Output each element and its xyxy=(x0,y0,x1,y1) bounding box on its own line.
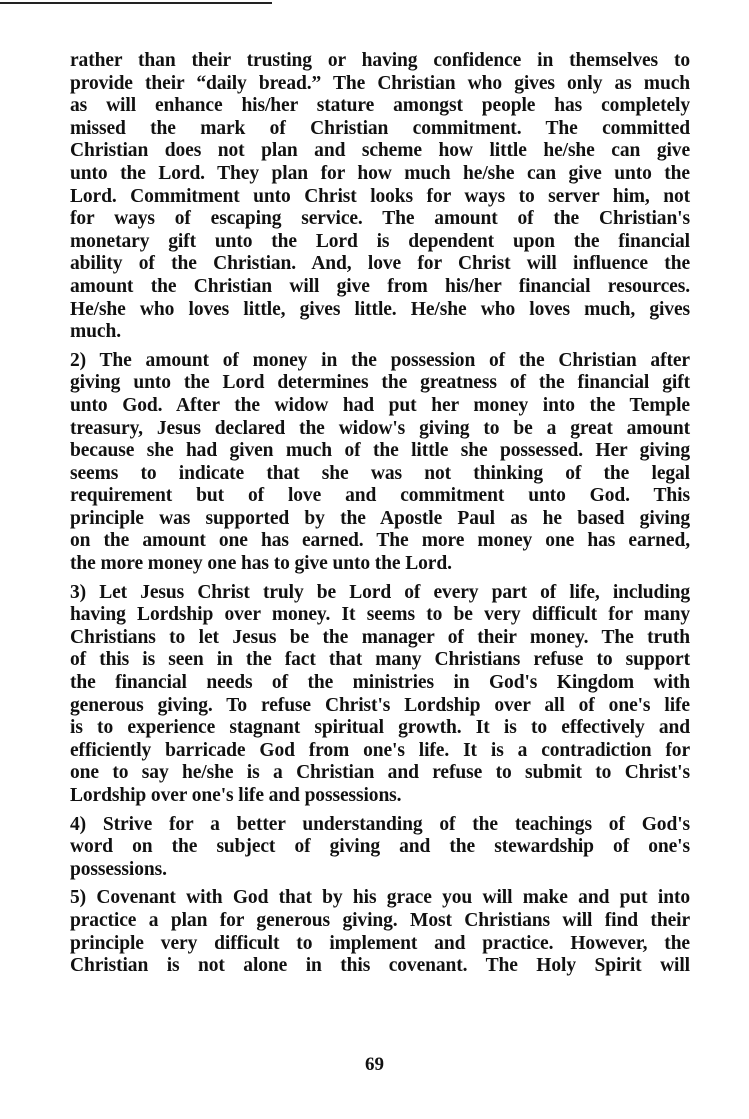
text-line: principle was supported by the Apostle Paul as he based giving xyxy=(70,507,690,529)
paragraph xyxy=(70,582,690,808)
text-line: unto the Lord. They plan for how much he/she can give unto the xyxy=(70,162,690,184)
text-line: amount the Christian will give from his/her financial resources. xyxy=(70,275,690,297)
text-line: Lordship over one's life and possessions. xyxy=(70,785,402,806)
paragraph xyxy=(70,814,690,882)
text-line: He/she who loves little, gives little. He/she who loves much, gives xyxy=(70,298,690,320)
text-line: one to say he/she is a Christian and refuse to submit to Christ's xyxy=(70,762,690,784)
text-line: missed the mark of Christian commitment. The committed xyxy=(70,117,690,139)
text-line: the more money one has to give unto the Lord. xyxy=(70,553,452,575)
text-line: requirement but of love and commitment unto God. This xyxy=(70,485,690,507)
text-line: 4) Strive for a better understanding of the teachings of God's xyxy=(70,813,690,835)
text-line: monetary gift unto the Lord is dependent upon the financial xyxy=(70,230,690,252)
text-line: 3) Let Jesus Christ truly be Lord of every part of life, including xyxy=(70,581,690,603)
text-line: Christian does not plan and scheme how little he/she can give xyxy=(70,140,690,162)
text-line: possessions. xyxy=(70,858,167,880)
text-line: unto God. After the widow had put her money into the Temple xyxy=(70,394,690,416)
text-line: 5) Covenant with God that by his grace you will make and put into xyxy=(70,887,690,909)
text-line: as will enhance his/her stature amongst people has completely xyxy=(70,95,690,117)
text-line: much. xyxy=(70,321,121,343)
text-line: efficiently barricade God from one's life. It is a contradiction for xyxy=(70,739,690,761)
text-line: of this is seen in the fact that many Christians refuse to support xyxy=(70,649,690,671)
text-line: 2) The amount of money in the possession of the Christian after xyxy=(70,349,690,371)
text-line: seems to indicate that she was not thinking of the legal xyxy=(70,462,690,484)
text-line: the financial needs of the ministries in God's Kingdom with xyxy=(70,672,690,694)
text-line: giving unto the Lord determines the greatness of the financial gift xyxy=(70,372,690,394)
paragraph xyxy=(70,350,690,576)
text-line: treasury, Jesus declared the widow's giving to be a great amount xyxy=(70,417,690,439)
text-line: principle very difficult to implement and practice. However, the xyxy=(70,932,690,954)
text-line: Lord. Commitment unto Christ looks for ways to server him, not xyxy=(70,185,690,207)
paragraph xyxy=(70,50,690,344)
top-rule xyxy=(0,2,272,4)
text-line: practice a plan for generous giving. Most Christians will find their xyxy=(70,909,690,931)
text-line: Christians to let Jesus be the manager of their money. The truth xyxy=(70,626,690,648)
page-number: 69 xyxy=(365,1054,384,1075)
paragraph xyxy=(70,887,690,977)
text-line: because she had given much of the little she possessed. Her giving xyxy=(70,440,690,462)
text-line: provide their “daily bread.” The Christian who gives only as much xyxy=(70,72,690,94)
text-line: rather than their trusting or having confidence in themselves to xyxy=(70,50,690,71)
text-line: for ways of escaping service. The amount of the Christian's xyxy=(70,208,690,230)
text-line: generous giving. To refuse Christ's Lordship over all of one's life xyxy=(70,694,690,716)
text-line: ability of the Christian. And, love for Christ will influence the xyxy=(70,253,690,275)
body-text xyxy=(70,50,690,984)
text-line: on the amount one has earned. The more money one has earned, xyxy=(70,530,690,552)
text-line: having Lordship over money. It seems to be very difficult for many xyxy=(70,604,690,626)
text-line: word on the subject of giving and the stewardship of one's xyxy=(70,836,690,858)
text-line: is to experience stagnant spiritual growth. It is to effectively and xyxy=(70,717,690,739)
text-line: Christian is not alone in this covenant. The Holy Spirit will xyxy=(70,955,690,977)
